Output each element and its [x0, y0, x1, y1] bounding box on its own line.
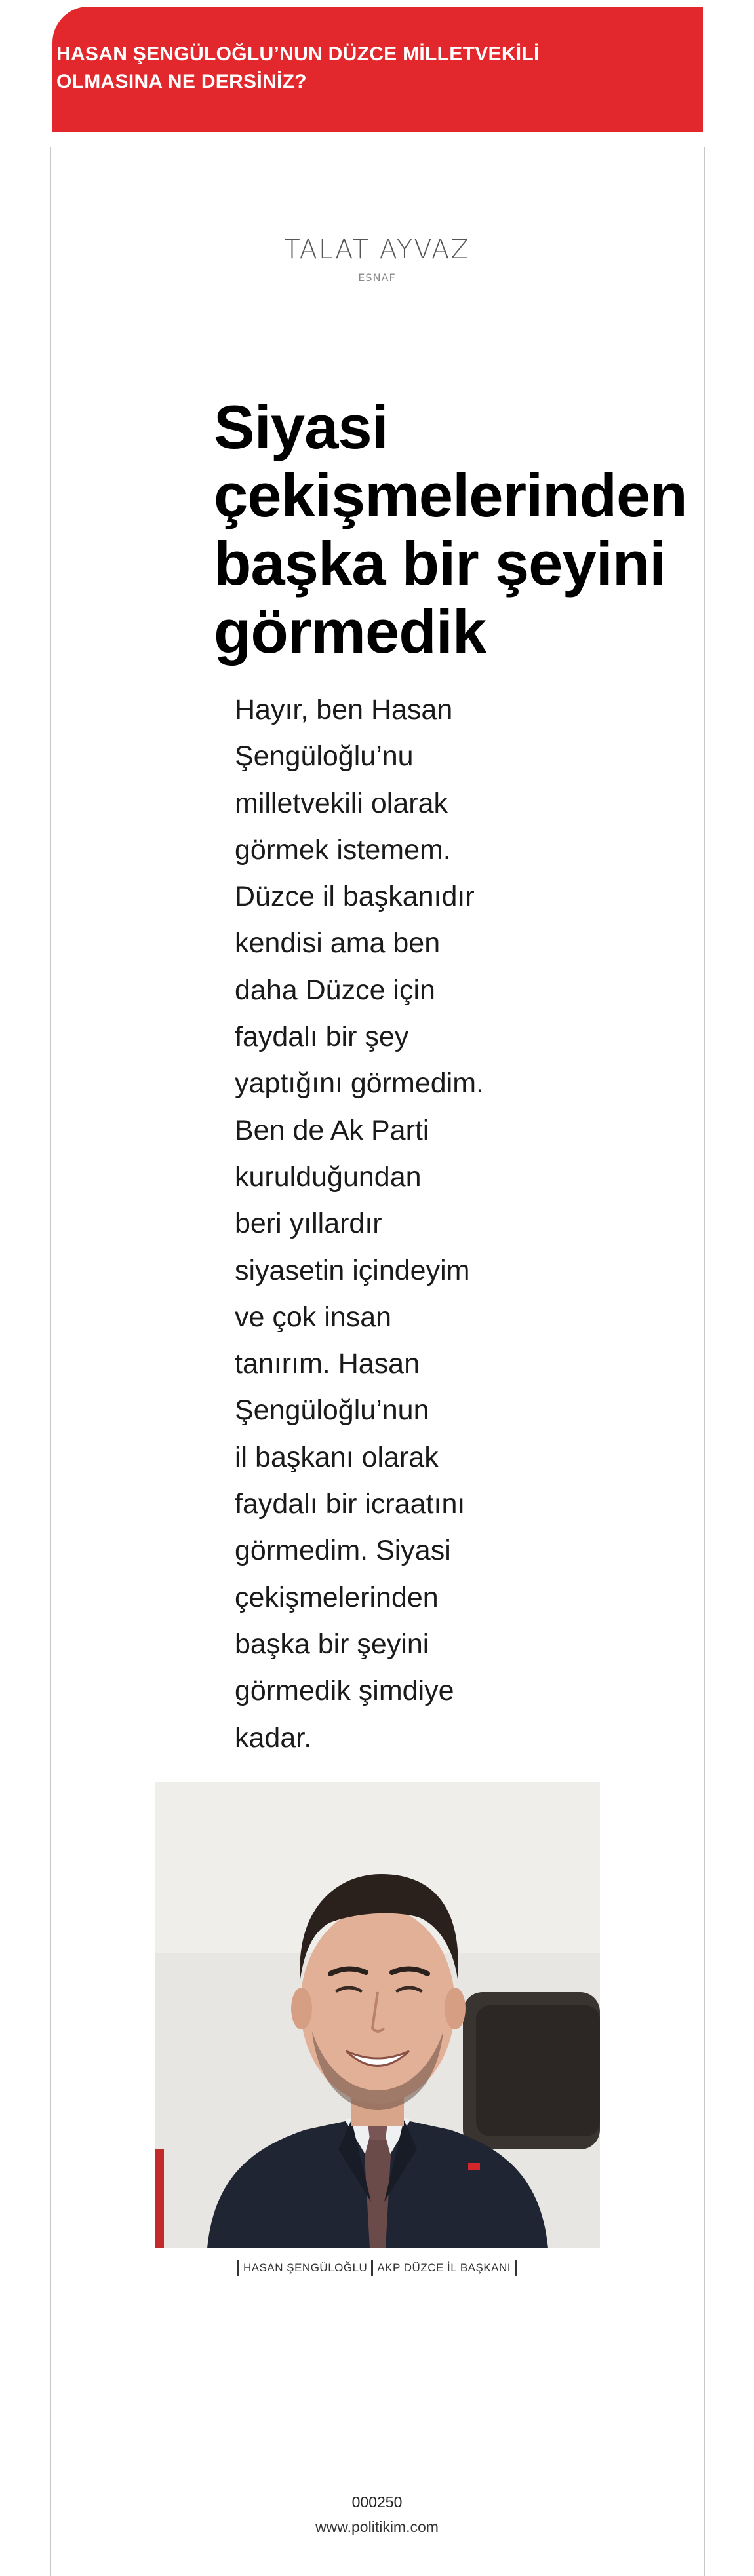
- body-line: Ben de Ak Parti: [235, 1114, 429, 1146]
- body-line: ve çok insan: [235, 1301, 392, 1333]
- banner-question: [56, 41, 620, 96]
- body-line: tanırım. Hasan: [235, 1348, 420, 1380]
- author-role: ESNAF: [358, 271, 396, 284]
- headline-line: Siyasi: [214, 393, 388, 461]
- banner-question-line-1: HASAN ŞENGÜLOĞLU’NUN DÜZCE MİLLETVEKİLİ: [56, 43, 540, 65]
- body-line: kendisi ama ben: [235, 927, 441, 959]
- body-line: kadar.: [235, 1721, 312, 1754]
- portrait-photo: [155, 1782, 600, 2248]
- author-name: TALAT AYVAZ: [284, 235, 470, 265]
- body-line: yaptığını görmedim.: [235, 1067, 485, 1100]
- headline-line: çekişmelerinden: [214, 461, 687, 529]
- body-line: faydalı bir şey: [235, 1021, 409, 1053]
- headline-line: başka bir şeyini: [214, 529, 666, 598]
- caption-divider: [237, 2260, 239, 2276]
- body-line: Düzce il başkanıdır: [235, 881, 475, 913]
- photo-caption: [0, 2260, 754, 2276]
- body-line: Şengüloğlu’nu: [235, 740, 414, 773]
- body-line: çekişmelerinden: [235, 1581, 439, 1613]
- body-line: görmedik şimdiye: [235, 1675, 454, 1707]
- body-line: görmedim. Siyasi: [235, 1535, 451, 1567]
- body-line: il başkanı olarak: [235, 1441, 439, 1473]
- article-body: [235, 687, 490, 1761]
- website-link[interactable]: www.politikim.com: [315, 2518, 439, 2535]
- banner-question-line-2: OLMASINA NE DERSİNİZ?: [56, 71, 307, 92]
- body-line: Şengüloğlu’nun: [235, 1394, 429, 1427]
- body-line: Hayır, ben Hasan: [235, 694, 453, 725]
- caption-divider: [371, 2260, 373, 2276]
- body-line: siyasetin içindeyim: [235, 1254, 470, 1286]
- body-line: milletvekili olarak: [235, 787, 448, 819]
- body-line: faydalı bir icraatını: [235, 1488, 466, 1520]
- frame-left-line: [50, 147, 51, 2576]
- headline: [214, 393, 686, 666]
- caption-name: HASAN ŞENGÜLOĞLU: [243, 2261, 368, 2274]
- caption-divider: [515, 2260, 517, 2276]
- body-line: daha Düzce için: [235, 974, 435, 1006]
- body-line: görmek istemem.: [235, 834, 451, 866]
- caption-title: AKP DÜZCE İL BAŞKANI: [377, 2261, 511, 2274]
- frame-right-line: [704, 147, 705, 2576]
- headline-line: görmedik: [214, 597, 486, 666]
- body-line: beri yıllardır: [235, 1208, 382, 1240]
- body-line: kurulduğundan: [235, 1161, 422, 1193]
- body-line: başka bir şeyini: [235, 1628, 429, 1660]
- page-code: 000250: [351, 2493, 403, 2510]
